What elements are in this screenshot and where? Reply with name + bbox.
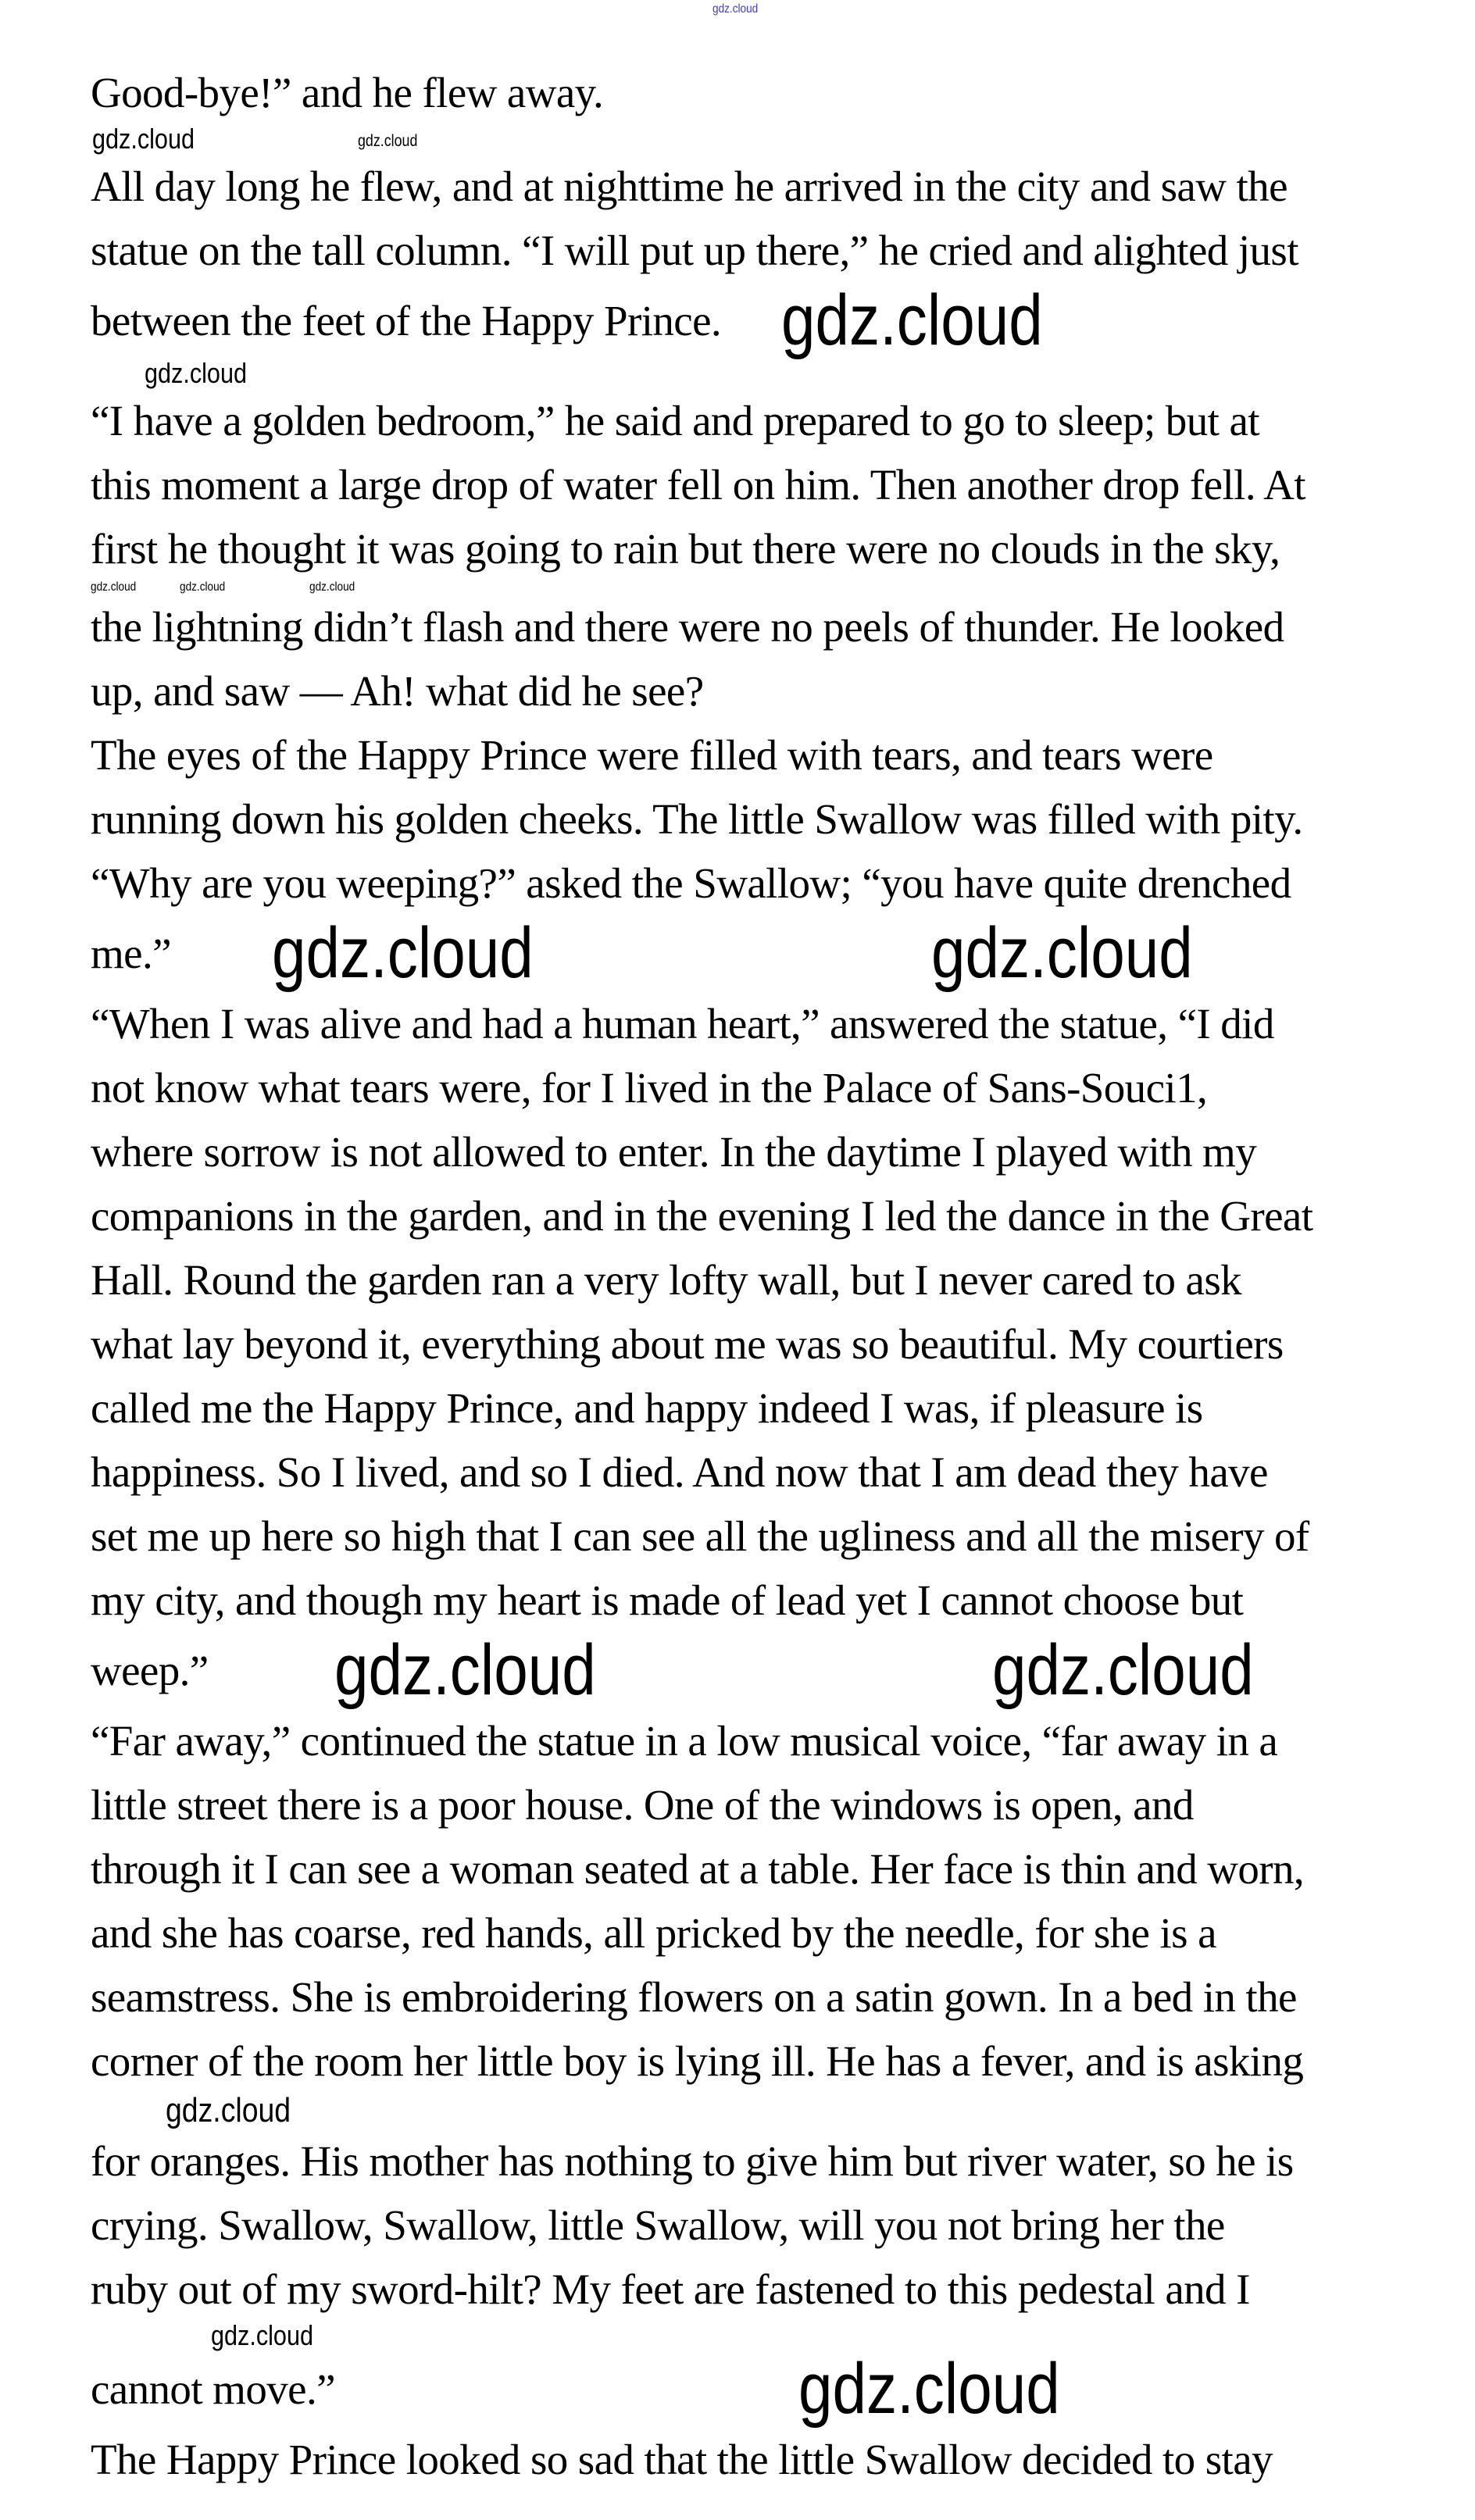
text-line: the lightning didn’t flash and there were no peels of thunder. He looked — [91, 603, 1284, 651]
watermark-row — [91, 125, 1419, 155]
text-line: called me the Happy Prince, and happy indeed I was, if pleasure is — [91, 1384, 1203, 1432]
watermark: gdz.cloud — [334, 1630, 596, 1710]
text-line: where sorrow is not allowed to enter. In the daytime I played with my — [91, 1128, 1257, 1176]
text-line: running down his golden cheeks. The little Swallow was filled with pity. — [91, 795, 1303, 843]
watermark-row — [91, 2093, 1419, 2129]
text-line: The Happy Prince looked so sad that the little Swallow decided to stay — [91, 2436, 1273, 2483]
text-line: what lay beyond it, everything about me was so beautiful. My courtiers — [91, 1320, 1284, 1368]
text-line: seamstress. She is embroidering flowers on a satin gown. In a bed in the — [91, 1973, 1297, 2021]
text-line: my city, and though my heart is made of lead yet I cannot choose but — [91, 1576, 1244, 1624]
watermark: gdz.cloud — [781, 280, 1043, 360]
watermark: gdz.cloud — [992, 1630, 1254, 1710]
text-line — [91, 2351, 1466, 2428]
story-text — [91, 61, 1466, 2492]
watermark: gdz.cloud — [712, 2, 759, 16]
text-line: first he thought it was going to rain but there were no clouds in the sky, — [91, 525, 1280, 573]
text-line: The eyes of the Happy Prince were filled with tears, and tears were — [91, 731, 1213, 779]
text-line: Good-bye!” and he flew away. — [91, 69, 604, 116]
watermark: gdz.cloud — [91, 580, 137, 594]
text-line: Hall. Round the garden ran a very lofty wall, but I never cared to ask — [91, 1256, 1242, 1304]
watermark: gdz.cloud — [309, 580, 355, 594]
watermark: gdz.cloud — [166, 2091, 291, 2129]
text-line: not know what tears were, for I lived in the Palace of Sans-Souci1, — [91, 1064, 1208, 1112]
text-line: “Why are you weeping?” asked the Swallow; “you have quite drenched — [91, 859, 1291, 907]
text-line — [91, 1630, 1466, 1710]
watermark: gdz.cloud — [931, 913, 1193, 993]
text-line: up, and saw — Ah! what did he see? — [91, 667, 704, 715]
text-line: little street there is a poor house. One of the windows is open, and — [91, 1781, 1194, 1829]
text-line-content: me.” — [91, 930, 171, 977]
text-line: ruby out of my sword-hilt? My feet are fastened to this pedestal and I — [91, 2265, 1250, 2313]
text-line: corner of the room her little boy is lying ill. He has a fever, and is asking — [91, 2037, 1304, 2085]
text-line: set me up here so high that I can see all the ugliness and all the misery of — [91, 1512, 1309, 1560]
watermark: gdz.cloud — [180, 580, 226, 594]
watermark: gdz.cloud — [798, 2349, 1060, 2429]
text-line: for oranges. His mother has nothing to give him but river water, so he is — [91, 2137, 1294, 2185]
watermark: gdz.cloud — [358, 132, 418, 150]
watermark-row — [91, 581, 1419, 595]
text-line: statue on the tall column. “I will put up there,” he cried and alighted just — [91, 227, 1298, 274]
text-line: All day long he flew, and at nighttime he arrived in the city and saw the — [91, 162, 1288, 210]
text-line: crying. Swallow, Swallow, little Swallow, will you not bring her the — [91, 2201, 1225, 2249]
watermark: gdz.cloud — [211, 2319, 313, 2351]
text-line: happiness. So I lived, and so I died. And now that I am dead they have — [91, 1448, 1268, 1496]
text-line: “When I was alive and had a human heart,” answered the statue, “I did — [91, 1000, 1274, 1048]
text-line: and she has coarse, red hands, all pricked by the needle, for she is a — [91, 1909, 1216, 1957]
watermark: gdz.cloud — [272, 913, 534, 993]
text-line: “I have a golden bedroom,” he said and prepared to go to sleep; but at — [91, 397, 1259, 444]
text-line: through it I can see a woman seated at a table. Her face is thin and worn, — [91, 1845, 1305, 1893]
watermark: gdz.cloud — [145, 357, 247, 389]
text-line: companions in the garden, and in the evening I led the dance in the Great — [91, 1192, 1313, 1240]
text-line — [91, 913, 1466, 993]
watermark: gdz.cloud — [92, 123, 195, 155]
text-line: “Far away,” continued the statue in a low musical voice, “far away in a — [91, 1717, 1278, 1765]
watermark-row — [91, 2319, 1419, 2351]
text-line-content: weep.” — [91, 1647, 209, 1694]
watermark-row — [91, 359, 1419, 389]
text-line: this moment a large drop of water fell on him. Then another drop fell. At — [91, 461, 1305, 509]
text-line-content: cannot move.” — [91, 2365, 335, 2413]
text-line — [91, 280, 1466, 360]
text-line-content: between the feet of the Happy Prince. — [91, 297, 722, 344]
